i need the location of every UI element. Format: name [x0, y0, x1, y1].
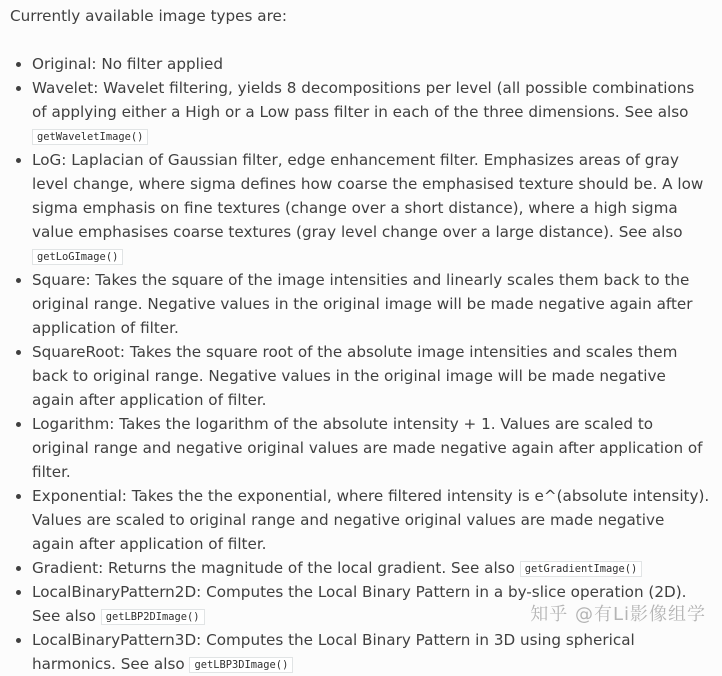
code-link-gradient[interactable]: getGradientImage(): [520, 561, 643, 577]
item-text: Square: Takes the square of the image intensities and linearly scales them back to the original range. Negative values in the original image will be made negative again after application of filter.: [32, 271, 693, 337]
list-item-wavelet: [32, 76, 710, 148]
item-text: SquareRoot: Takes the square root of the absolute image intensities and scales them back to original range. Negative values in the original image will be made negative again after application of filter.: [32, 343, 678, 409]
list-item-log: [32, 148, 710, 268]
item-text: Logarithm: Takes the logarithm of the absolute intensity + 1. Values are scaled to original range and negative original values are made negative again after application of filter.: [32, 415, 703, 481]
code-link-log[interactable]: getLoGImage(): [32, 249, 123, 265]
watermark: 知乎 @有Li影像组学: [530, 604, 706, 625]
item-text: LocalBinaryPattern3D: Computes the Local Binary Pattern in 3D using spherical harmonics. See also: [32, 631, 635, 673]
item-text: LoG: Laplacian of Gaussian filter, edge enhancement filter. Emphasizes areas of gray level change, where sigma defines how coarse the emphasised texture should be. A low sigma emphasis on fine textures (change over a short distance), where a high sigma value emphasises coarse textures (gray level change over a large distance). See also: [32, 151, 704, 241]
list-item-square: [32, 268, 710, 340]
list-item-exponential: [32, 484, 710, 556]
code-link-wavelet[interactable]: getWaveletImage(): [32, 129, 148, 145]
list-item-gradient: [32, 556, 710, 580]
image-types-list: [10, 52, 710, 676]
document-body: [10, 4, 710, 676]
item-text: Original: No filter applied: [32, 55, 224, 73]
code-link-lbp2d[interactable]: getLBP2DImage(): [101, 609, 205, 625]
item-text: Gradient: Returns the magnitude of the local gradient. See also: [32, 559, 520, 577]
list-item-logarithm: [32, 412, 710, 484]
code-link-lbp3d[interactable]: getLBP3DImage(): [189, 657, 293, 673]
list-item-squareroot: [32, 340, 710, 412]
item-text: LocalBinaryPattern2D: Computes the Local Binary Pattern in a by-slice operation (2D). See also: [32, 583, 687, 625]
list-item-original: [32, 52, 710, 76]
list-item-lbp3d: [32, 628, 710, 676]
item-text: Wavelet: Wavelet filtering, yields 8 decompositions per level (all possible combinations of applying either a High or a Low pass filter in each of the three dimensions. See also: [32, 79, 695, 121]
intro-paragraph: Currently available image types are:: [10, 7, 287, 25]
item-text: Exponential: Takes the the exponential, where filtered intensity is e^(absolute intensity). Values are scaled to original range and negative original values are made negative again after application of filter.: [32, 487, 710, 553]
